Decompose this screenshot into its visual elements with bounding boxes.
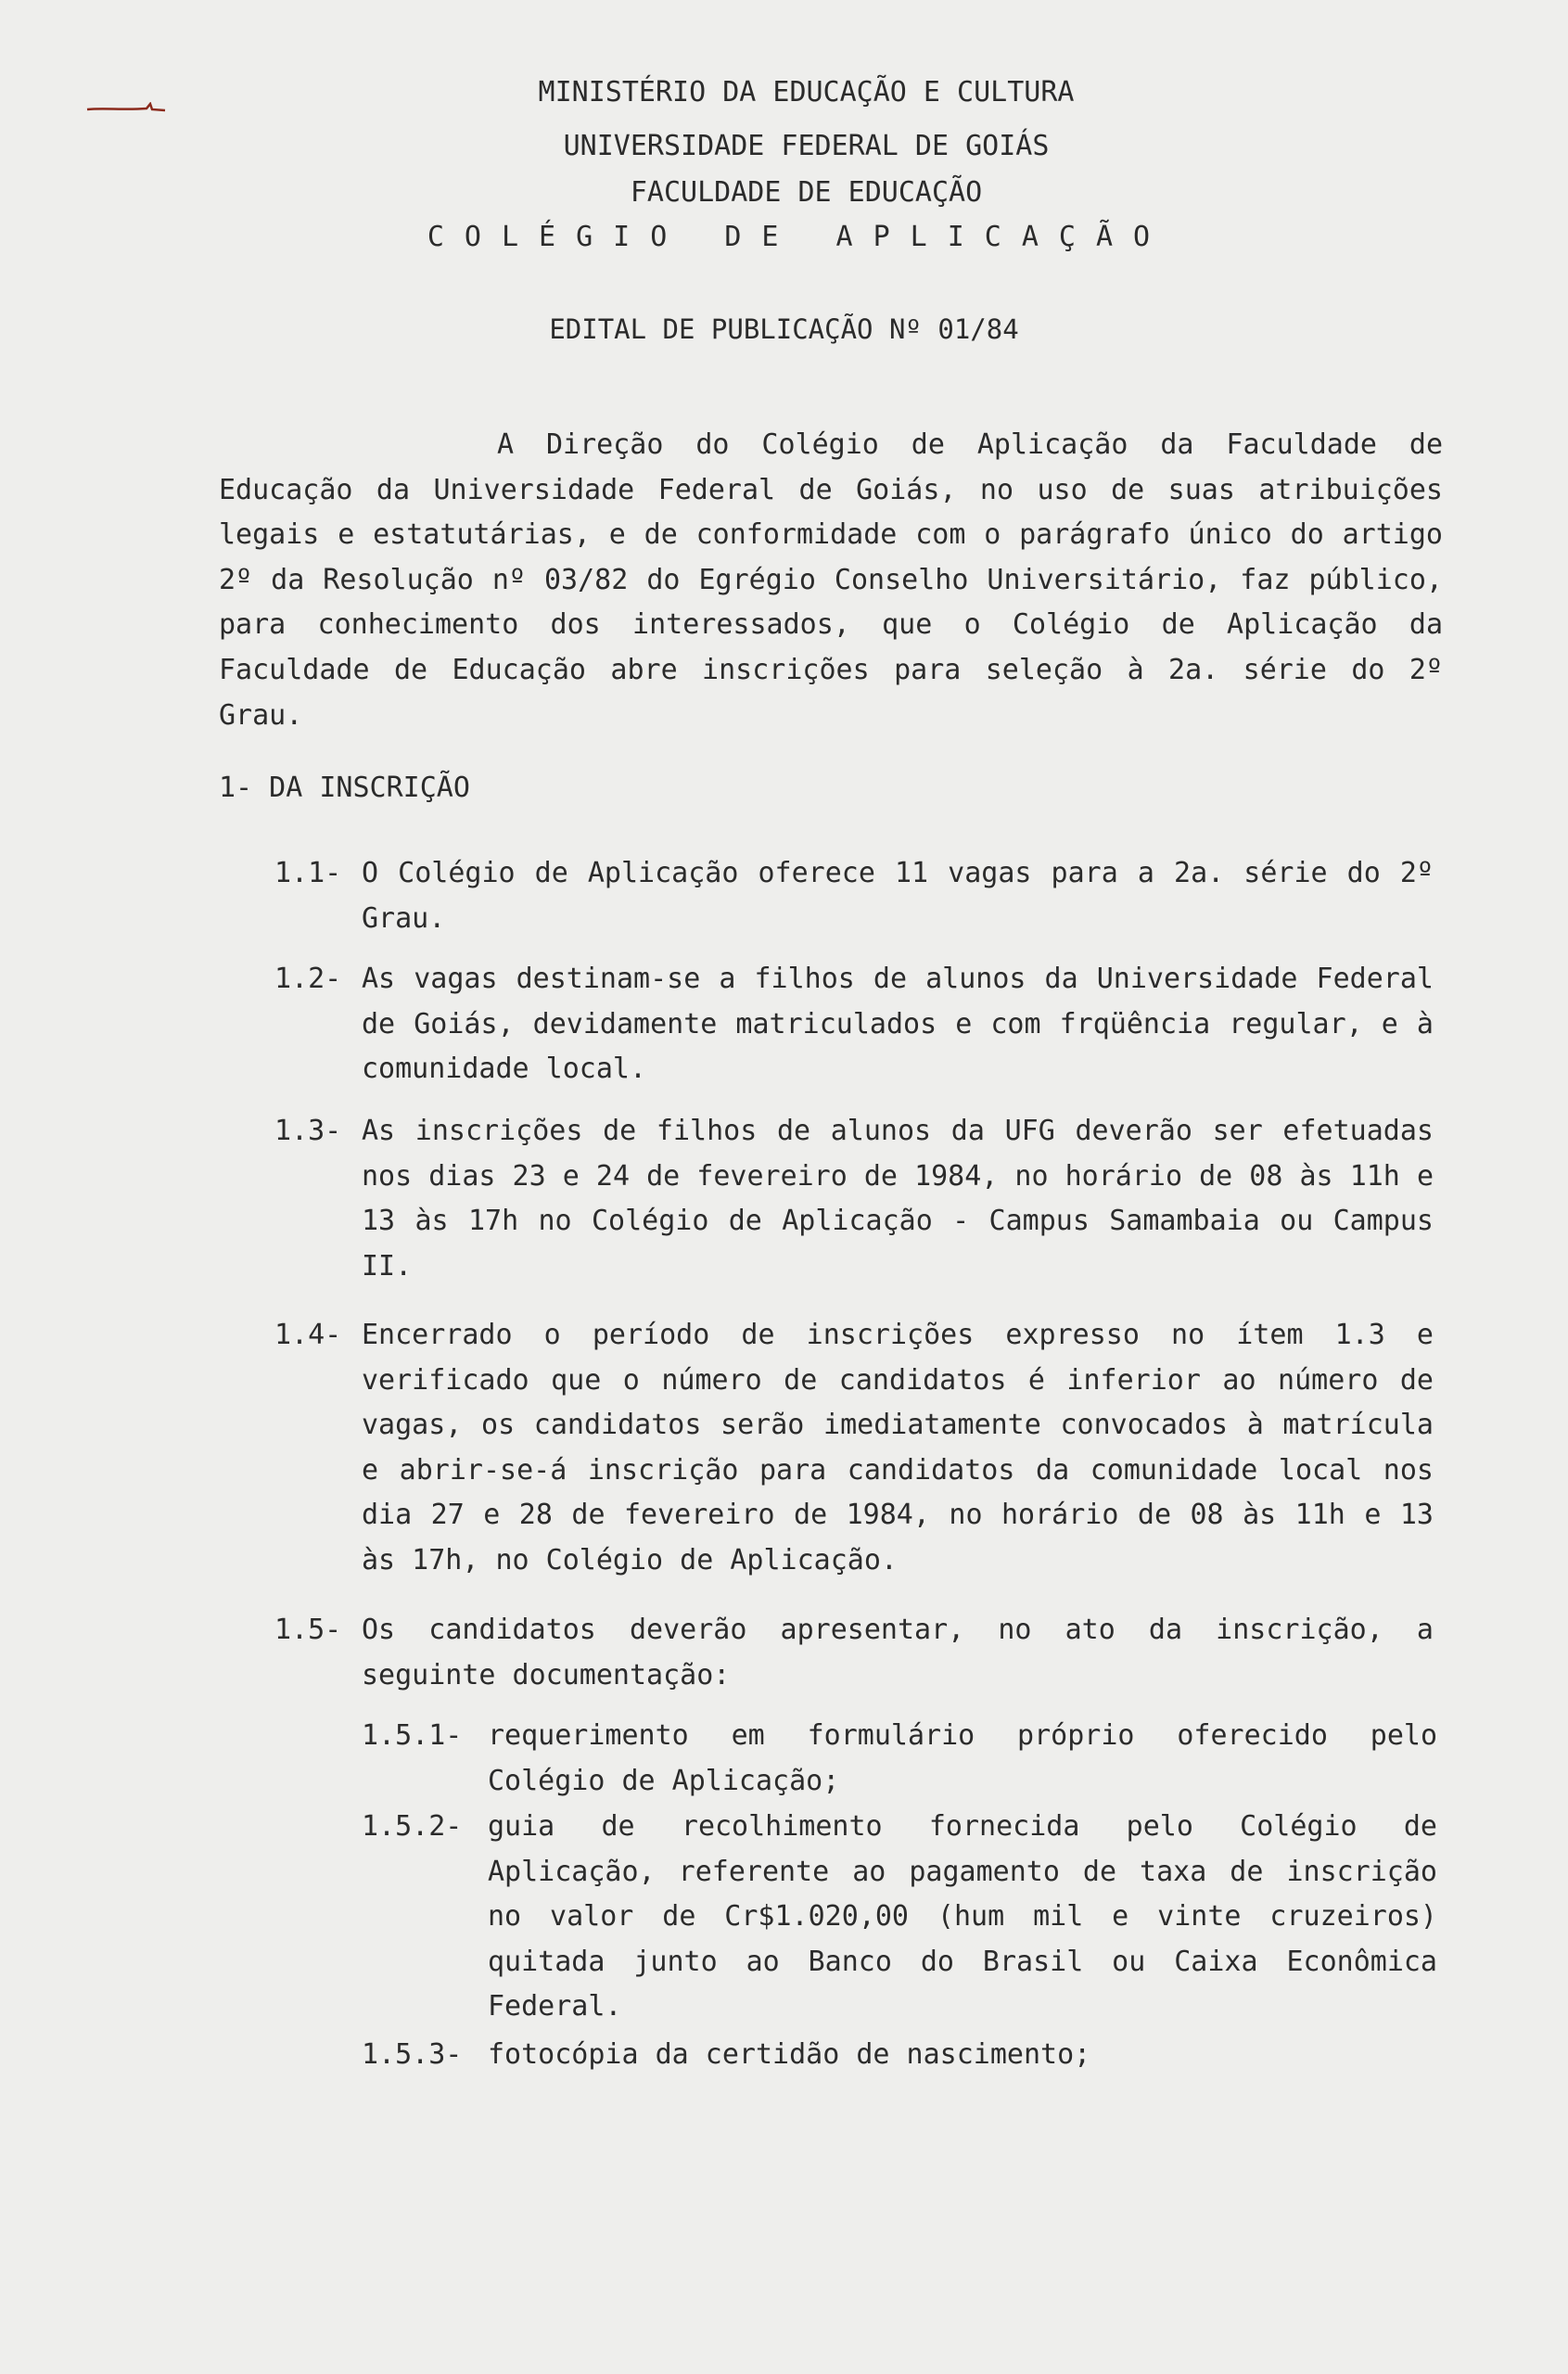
header-college: COLÉGIO DE APLICAÇÃO	[427, 221, 1171, 253]
section-title: 1- DA INSCRIÇÃO	[219, 772, 470, 804]
item-number: 1.3-	[274, 1115, 342, 1147]
header-ministry: MINISTÉRIO DA EDUCAÇÃO E CULTURA	[538, 76, 1075, 108]
intro-paragraph	[219, 423, 1443, 738]
item-number: 1.1-	[274, 857, 342, 889]
subitem-text: requerimento em formulário próprio oferecido pelo Colégio de Aplicação;	[488, 1719, 1437, 1797]
intro-text: A Direção do Colégio de Aplicação da Faculdade de Educação da Universidade Federal de Goiás, no uso de suas atribuições legais e estatutárias, e de conformidade com o parágrafo único do artigo 2º da Resolução nº 03/82 do Egrégio Conselho Universitário, faz público, para conhecimento dos interessados, que o Colégio de Aplicação da Faculdade de Educação abre inscrições para seleção à 2a. série do 2º Grau.	[219, 428, 1443, 732]
item-text: As vagas destinam-se a filhos de alunos da Universidade Federal de Goiás, devidamente matriculados e com frqüência regular, e à comunidade local.	[362, 963, 1434, 1086]
header-faculty: FACULDADE DE EDUCAÇÃO	[630, 176, 983, 209]
subitem-text: guia de recolhimento fornecida pelo Colégio de Aplicação, referente ao pagamento de taxa de inscrição no valor de Cr$1.020,00 (hum mil e vinte cruzeiros) quitada junto ao Banco do Brasil ou Caixa Econômica Federal.	[488, 1810, 1437, 2023]
edital-title: EDITAL DE PUBLICAÇÃO Nº 01/84	[549, 313, 1019, 345]
header-university: UNIVERSIDADE FEDERAL DE GOIÁS	[563, 130, 1050, 162]
item-text: Os candidatos deverão apresentar, no ato da inscrição, a seguinte documentação:	[362, 1614, 1434, 1691]
subitem-text: fotocópia da certidão de nascimento;	[488, 2038, 1091, 2071]
item-text: As inscrições de filhos de alunos da UFG deverão ser efetuadas nos dias 23 e 24 de fevereiro de 1984, no horário de 08 às 11h e 13 às 17h no Colégio de Aplicação - Campus Samambaia ou Campus II.	[362, 1115, 1434, 1283]
item-text: Encerrado o período de inscrições expresso no ítem 1.3 e verificado que o número de candidatos é inferior ao número de vagas, os candidatos serão imediatamente convocados à matrícula e abrir-se-á inscrição para candidatos da comunidade local nos dia 27 e 28 de fevereiro de 1984, no horário de 08 às 11h e 13 às 17h, no Colégio de Aplicação.	[362, 1319, 1434, 1576]
item-number: 1.5-	[274, 1614, 342, 1646]
subitem-number: 1.5.1-	[362, 1719, 463, 1752]
subitem-number: 1.5.3-	[362, 2038, 463, 2071]
subitem-number: 1.5.2-	[362, 1810, 463, 1843]
item-number: 1.4-	[274, 1319, 342, 1351]
item-number: 1.2-	[274, 963, 342, 995]
item-text: O Colégio de Aplicação oferece 11 vagas para a 2a. série do 2º Grau.	[362, 857, 1434, 935]
